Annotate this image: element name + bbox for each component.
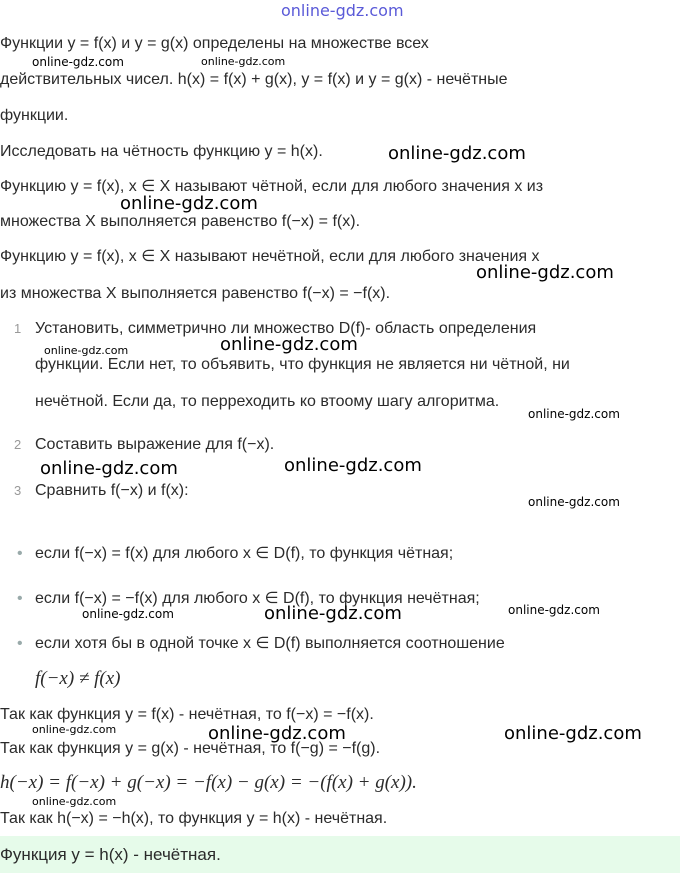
bullet-text: если f(−x) = −f(x) для любого x ∈ D(f), то функция нечётная; xyxy=(35,590,480,607)
watermark: online-gdz.com xyxy=(40,458,178,479)
text-line: Функцию y = f(x), x ∈ X называют нечётной, если для любого значения x xyxy=(0,248,540,265)
watermark: online-gdz.com xyxy=(120,193,258,214)
text-line: Исследовать на чётность функцию y = h(x). xyxy=(0,143,323,160)
text-line: из множества X выполняется равенство f(−x) = −f(x). xyxy=(0,285,391,302)
watermark: online-gdz.com xyxy=(504,723,642,744)
bullet-text: если f(−x) = f(x) для любого x ∈ D(f), то функция чётная; xyxy=(35,545,454,562)
watermark: online-gdz.com xyxy=(264,603,402,624)
text-line: действительных чисел. h(x) = f(x) + g(x), y = f(x) и y = g(x) - нечётные xyxy=(0,71,508,88)
watermark: online-gdz.com xyxy=(32,55,124,69)
watermark: online-gdz.com xyxy=(44,344,129,357)
watermark: online-gdz.com xyxy=(528,407,620,421)
text-line: множества X выполняется равенство f(−x) = f(x). xyxy=(0,213,361,230)
watermark: online-gdz.com xyxy=(528,495,620,509)
solution-line: Так как функция y = g(x) - нечётная, то f(−g) = −f(g). xyxy=(0,740,381,757)
step-number: 1 xyxy=(14,321,22,336)
solution-line: Так как функция y = f(x) - нечётная, то f(−x) = −f(x). xyxy=(0,706,374,723)
watermark: online-gdz.com xyxy=(208,723,346,744)
step-text: Составить выражение для f(−x). xyxy=(35,436,275,453)
watermark: online-gdz.com xyxy=(82,607,174,621)
watermark: online-gdz.com xyxy=(476,262,614,283)
watermark: online-gdz.com xyxy=(388,143,526,164)
text-line: функции. xyxy=(0,107,69,124)
step-text: Установить, симметрично ли множество D(f)- область определения xyxy=(35,320,537,337)
step-text: Сравнить f(−x) и f(x): xyxy=(35,482,189,499)
step-number: 3 xyxy=(14,483,22,498)
watermark: online-gdz.com xyxy=(220,334,358,355)
bullet-text: если хотя бы в одной точке x ∈ D(f) выполняется соотношение xyxy=(35,635,505,652)
bullet-dot: • xyxy=(17,545,23,562)
bullet-formula: f(−x) ≠ f(x) xyxy=(35,668,121,689)
site-header-watermark: online-gdz.com xyxy=(281,1,404,20)
answer-text: Функция y = h(x) - нечётная. xyxy=(0,845,221,864)
bullet-dot: • xyxy=(17,635,23,652)
watermark: online-gdz.com xyxy=(201,55,286,68)
text-line: Функции y = f(x) и y = g(x) определены на множестве всех xyxy=(0,35,429,52)
text-line: Функцию y = f(x), x ∈ X называют чётной, если для любого значения x из xyxy=(0,178,544,195)
step-number: 2 xyxy=(14,437,22,452)
solution-formula: h(−x) = f(−x) + g(−x) = −f(x) − g(x) = −(f(x) + g(x)). xyxy=(0,772,417,793)
watermark: online-gdz.com xyxy=(32,723,117,736)
step-text: функции. Если нет, то объявить, что функция не является ни чётной, ни xyxy=(35,356,570,373)
watermark: online-gdz.com xyxy=(508,603,600,617)
solution-line: Так как h(−x) = −h(x), то функция y = h(x) - нечётная. xyxy=(0,810,388,827)
watermark: online-gdz.com xyxy=(284,455,422,476)
step-text: нечётной. Если да, то перреходить ко втоому шагу алгоритма. xyxy=(35,393,500,410)
watermark: online-gdz.com xyxy=(32,795,117,808)
bullet-dot: • xyxy=(17,590,23,607)
answer-box xyxy=(0,836,680,873)
